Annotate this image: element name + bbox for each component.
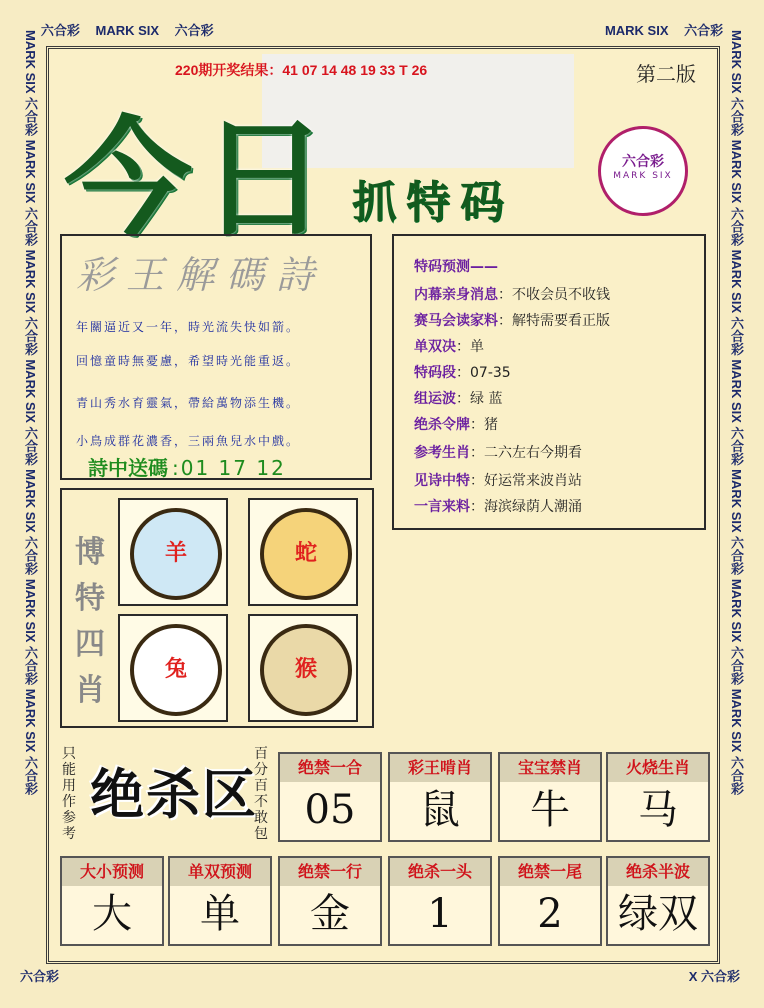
- border-label: 六合彩: [20, 969, 60, 984]
- poem-code-label: 詩中送碼: [88, 456, 168, 480]
- zodiac-cell-rabbit: [118, 614, 228, 722]
- zone-card: [498, 856, 602, 946]
- prediction-value: 07-35: [470, 365, 511, 381]
- zone-card: [606, 856, 710, 946]
- zone-card: [60, 856, 164, 946]
- card-value: 单: [200, 891, 240, 937]
- zodiac-cell-snake: [248, 498, 358, 606]
- card-header: 绝禁一行: [280, 858, 380, 886]
- card-header: 彩王啃肖: [390, 754, 490, 782]
- prediction-heading: [414, 256, 498, 276]
- zodiac-cell-monkey: [248, 614, 358, 722]
- prediction-value: 海滨绿荫人潮涌: [484, 499, 582, 515]
- prediction-label: 内幕亲身消息: [414, 287, 498, 303]
- card-header: 绝杀一头: [390, 858, 490, 886]
- edition-label: 第二版: [636, 64, 696, 86]
- prediction-value: 二六左右今期看: [484, 445, 582, 461]
- prediction-row: 赛马会读家料：解特需要看正版: [414, 313, 610, 329]
- rabbit-icon: 兔: [130, 624, 222, 716]
- zone-right-note: 百分百不敢包: [254, 746, 268, 842]
- zone-card: [388, 752, 492, 842]
- border-label: 六合彩: [40, 23, 80, 38]
- card-value: 大: [92, 891, 132, 937]
- prediction-value: 解特需要看正版: [512, 313, 610, 329]
- card-header: 绝杀半波: [608, 858, 708, 886]
- prediction-label: 绝杀令牌: [414, 417, 470, 433]
- card-value: 牛: [530, 787, 570, 833]
- prediction-value: 单: [470, 339, 484, 355]
- zone-left-note: 只能用作参考: [62, 746, 76, 842]
- zone-card: [278, 752, 382, 842]
- prediction-label: 赛马会读家料: [414, 313, 498, 329]
- prediction-value: 绿 蓝: [470, 391, 503, 407]
- card-value: 05: [304, 787, 356, 833]
- card-header: 宝宝禁肖: [500, 754, 600, 782]
- zodiac-panel: [60, 488, 374, 728]
- poem-panel: [60, 234, 372, 480]
- border-label: MARK SIX: [604, 23, 669, 38]
- prediction-panel: [392, 234, 706, 530]
- zone-card: [498, 752, 602, 842]
- border-label: 六合彩: [684, 23, 724, 38]
- border-label: 六合彩: [174, 23, 214, 38]
- page-title: 今日: [64, 104, 337, 254]
- mark-six-logo: [598, 126, 688, 216]
- border-top: [0, 20, 764, 42]
- prediction-row: 内幕亲身消息：不收会员不收钱: [414, 287, 610, 303]
- card-value: 2: [537, 891, 563, 937]
- prediction-value: 猪: [484, 417, 498, 433]
- border-label: MARK SIX: [95, 23, 160, 38]
- card-value: 鼠: [420, 787, 460, 833]
- prediction-row: 一言来料：海滨绿荫人潮涌: [414, 499, 582, 515]
- zone-card: [278, 856, 382, 946]
- card-header: 火烧生肖: [608, 754, 708, 782]
- prediction-row: 见诗中特：好运常来波肖站: [414, 473, 582, 489]
- logo-text: MARK SIX: [613, 171, 673, 181]
- zone-title: 绝杀区: [90, 762, 258, 826]
- prediction-label: 参考生肖: [414, 445, 470, 461]
- prediction-label: 一言来料: [414, 499, 470, 515]
- poem-line: 年關逼近又一年，時光流失快如箭。: [76, 320, 301, 334]
- card-value: 金: [310, 891, 350, 937]
- border-bottom: [0, 966, 764, 992]
- border-left: MARK SIX 六合彩 MARK SIX 六合彩 MARK SIX 六合彩 MARK SIX 六合彩 MARK SIX 六合彩 MARK SIX 六合彩 MARK SIX 六合彩: [23, 30, 38, 795]
- card-value: 1: [427, 891, 453, 937]
- card-header: 绝禁一尾: [500, 858, 600, 886]
- poem-code: [88, 452, 286, 481]
- prediction-row: 绝杀令牌：猪: [414, 417, 498, 433]
- zone-card: [168, 856, 272, 946]
- zodiac-cell-goat: [118, 498, 228, 606]
- poem-line: 青山秀水育靈氣，帶給萬物添生機。: [76, 396, 301, 410]
- border-label: X 六合彩: [688, 969, 740, 984]
- card-header: 大小预测: [62, 858, 162, 886]
- prediction-value: 不收会员不收钱: [512, 287, 610, 303]
- prediction-row: 参考生肖：二六左右今期看: [414, 445, 582, 461]
- logo-text: 六合彩: [622, 154, 664, 170]
- poem-line: 小鳥成群花濃香，三兩魚兒水中戲。: [76, 434, 301, 448]
- border-right: MARK SIX 六合彩 MARK SIX 六合彩 MARK SIX 六合彩 MARK SIX 六合彩 MARK SIX 六合彩 MARK SIX 六合彩 MARK SIX 六合彩: [729, 30, 744, 795]
- prediction-value: 好运常来波肖站: [484, 473, 582, 489]
- snake-icon: 蛇: [260, 508, 352, 600]
- prediction-label: 特码段: [414, 365, 456, 381]
- card-value: 绿双: [618, 891, 698, 937]
- zone-card: [606, 752, 710, 842]
- prediction-row: 特码段：07-35: [414, 365, 511, 381]
- zodiac-title: 博特四肖: [75, 535, 105, 708]
- poem-line: 回憶童時無憂慮，希望時光能重返。: [76, 354, 301, 368]
- prediction-row: 单双决：单: [414, 339, 484, 355]
- poem-title: 彩王解碼詩: [76, 253, 327, 297]
- draw-result: 220期开奖结果：41 07 14 48 19 33 T 26: [175, 62, 428, 78]
- goat-icon: 羊: [130, 508, 222, 600]
- prediction-row: 组运波：绿 蓝: [414, 391, 503, 407]
- card-header: 绝禁一合: [280, 754, 380, 782]
- card-header: 单双预测: [170, 858, 270, 886]
- zone-card: [388, 856, 492, 946]
- prediction-label: 见诗中特: [414, 473, 470, 489]
- prediction-heading-text: 特码预测——: [414, 259, 498, 275]
- monkey-icon: 猴: [260, 624, 352, 716]
- page-subtitle: 抓特码: [352, 177, 514, 228]
- prediction-label: 单双决: [414, 339, 456, 355]
- poem-code-values: :01 17 12: [172, 456, 286, 480]
- prediction-label: 组运波: [414, 391, 456, 407]
- card-value: 马: [638, 787, 678, 833]
